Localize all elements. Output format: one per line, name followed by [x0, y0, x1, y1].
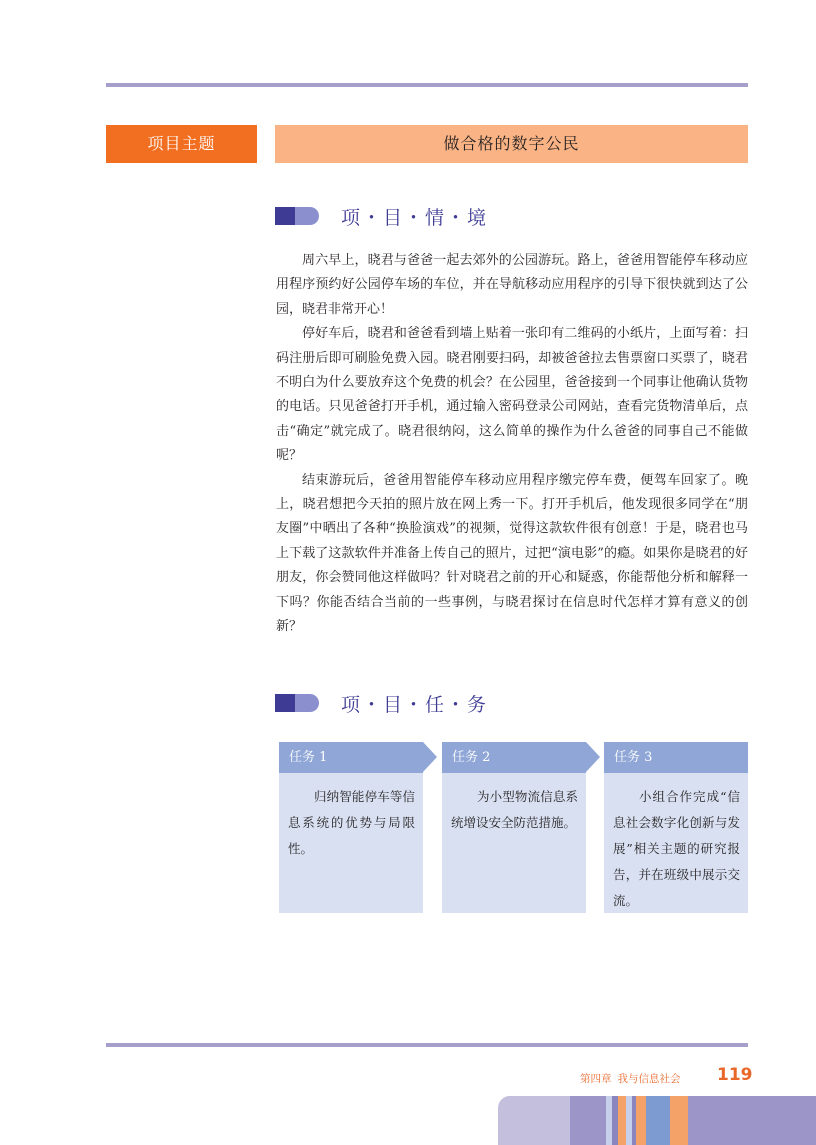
task-card-2 [442, 742, 586, 913]
chapter-title: 我与信息社会 [617, 1073, 681, 1085]
theme-title: 做合格的数字公民 [275, 125, 748, 163]
section-marker-icon [275, 207, 319, 225]
scenario-text [276, 249, 748, 640]
task-label: 任务 3 [604, 742, 748, 773]
section-marker-icon [275, 694, 319, 712]
tasks-title: 项・目・任・务 [341, 693, 489, 716]
chapter-number: 第四章 [580, 1073, 612, 1085]
scenario-heading [275, 201, 488, 231]
task-label: 任务 1 [279, 742, 423, 773]
chapter-footer [580, 1071, 687, 1086]
task-card-1 [279, 742, 423, 913]
scenario-paragraph: 结束游玩后，爸爸用智能停车移动应用程序缴完停车费，便驾车回家了。晚上，晓君想把今天拍的照片放在网上秀一下。打开手机后，他发现很多同学在“朋友圈”中晒出了各种“换脸演戏”的视频，觉得这款软件很有创意！于是，晓君也马上下载了这款软件并准备上传自己的照片，过把“演电影”的瘾。如果你是晓君的好朋友，你会赞同他这样做吗？针对晓君之前的开心和疑惑，你能帮他分析和解释一下吗？你能否结合当前的一些事例，与晓君探讨在信息时代怎样才算有意义的创新？ [276, 472, 748, 635]
scenario-paragraph: 周六早上，晓君与爸爸一起去郊外的公园游玩。路上，爸爸用智能停车移动应用程序预约好公园停车场的车位，并在导航移动应用程序的引导下很快就到达了公园，晓君非常开心！ [276, 253, 748, 317]
scenario-paragraph: 停好车后，晓君和爸爸看到墙上贴着一张印有二维码的小纸片，上面写着：扫码注册后即可刷脸免费入园。晓君刚要扫码，却被爸爸拉去售票窗口买票了，晓君不明白为什么要放弃这个免费的机会？在公园里，爸爸接到一个同事让他确认货物的电话。只见爸爸打开手机，通过输入密码登录公司网站，查看完货物清单后，点击“确定”就完成了。晓君很纳闷，这么简单的操作为什么爸爸的同事自己不能做呢？ [276, 326, 748, 464]
top-rule [106, 83, 748, 87]
task-card-3 [604, 742, 748, 913]
page-number: 119 [717, 1065, 753, 1085]
theme-label: 项目主题 [106, 125, 257, 163]
task-text: 小组合作完成“信息社会数字化创新与发展”相关主题的研究报告，并在班级中展示交流。 [613, 789, 740, 908]
scenario-title: 项・目・情・境 [341, 206, 489, 229]
tasks-heading [275, 688, 488, 718]
task-text: 归纳智能停车等信息系统的优势与局限性。 [288, 789, 415, 856]
bottom-rule [106, 1043, 748, 1047]
task-label: 任务 2 [442, 742, 586, 773]
task-text: 为小型物流信息系统增设安全防范措施。 [451, 789, 578, 830]
